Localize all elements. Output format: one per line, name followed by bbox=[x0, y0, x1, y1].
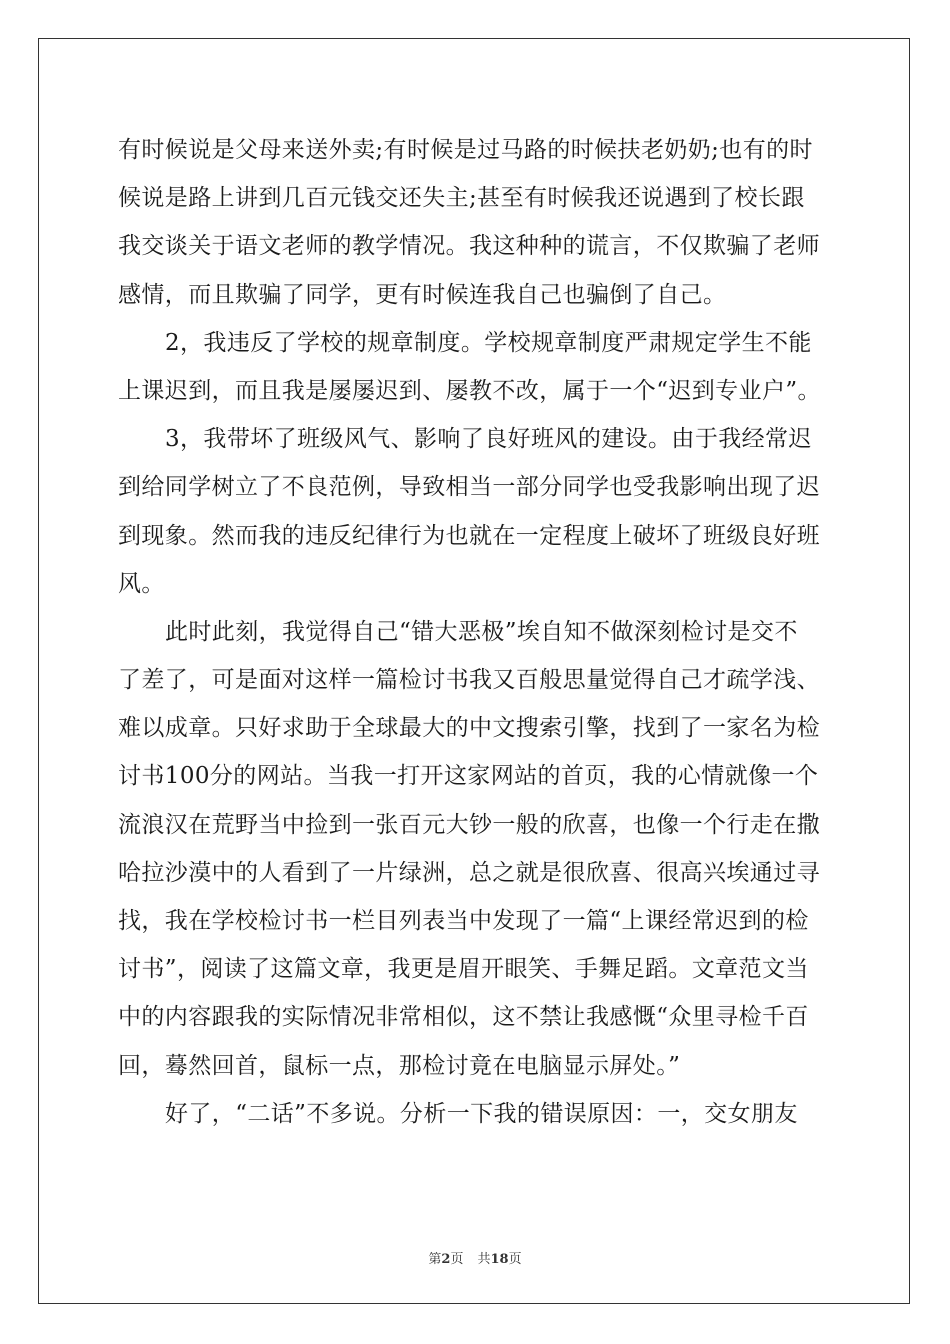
page-footer bbox=[0, 1248, 950, 1267]
text-line: 感情，而且欺骗了同学，更有时候连我自己也骗倒了自己。 bbox=[118, 281, 727, 308]
text-line: 2，我违反了学校的规章制度。学校规章制度严肃规定学生不能 bbox=[165, 329, 812, 356]
total-label-suffix: 页 bbox=[508, 1252, 522, 1267]
page-label-prefix: 第 bbox=[428, 1252, 442, 1267]
text-line: 此时此刻，我觉得自己“错大恶极”埃自知不做深刻检讨是交不 bbox=[165, 618, 798, 645]
text-line: 难以成章。只好求助于全球最大的中文搜索引擎，找到了一家名为检 bbox=[118, 715, 820, 742]
page-number: 2 bbox=[441, 1252, 451, 1267]
text-line: 找，我在学校检讨书一栏目列表当中发现了一篇“上课经常迟到的检 bbox=[118, 908, 809, 934]
text-line: 风。 bbox=[118, 570, 165, 597]
page-label-suffix: 页 bbox=[450, 1252, 464, 1267]
text-line: 哈拉沙漠中的人看到了一片绿洲，总之就是很欣喜、很高兴埃通过寻 bbox=[118, 859, 820, 886]
total-label-prefix: 共 bbox=[477, 1252, 491, 1267]
document-body bbox=[118, 126, 838, 1138]
text-line: 上课迟到，而且我是屡屡迟到、屡教不改，属于一个“迟到专业户”。 bbox=[118, 377, 821, 404]
text-line: 好了，“二话”不多说。分析一下我的错误原因：一，交女朋友 bbox=[165, 1100, 798, 1127]
text-line: 到给同学树立了不良范例，导致相当一部分同学也受我影响出现了迟 bbox=[118, 474, 820, 501]
text-line: 了差了，可是面对这样一篇检讨书我又百般思量觉得自己才疏学浅、 bbox=[118, 667, 820, 694]
text-line: 讨书100分的网站。当我一打开这家网站的首页，我的心情就像一个 bbox=[118, 763, 819, 790]
text-line: 到现象。然而我的违反纪律行为也就在一定程度上破坏了班级良好班 bbox=[118, 522, 820, 549]
text-line: 回，蓦然回首，鼠标一点，那检讨竟在电脑显示屏处。” bbox=[118, 1052, 681, 1079]
text-line: 中的内容跟我的实际情况非常相似，这不禁让我感慨“众里寻检千百 bbox=[118, 1004, 809, 1031]
text-line: 讨书”，阅读了这篇文章，我更是眉开眼笑、手舞足蹈。文章范文当 bbox=[118, 956, 809, 983]
text-line: 候说是路上讲到几百元钱交还失主;甚至有时候我还说遇到了校长跟 bbox=[118, 185, 805, 212]
text-line: 3，我带坏了班级风气、影响了良好班风的建设。由于我经常迟 bbox=[165, 426, 812, 453]
text-line: 有时候说是父母来送外卖;有时候是过马路的时候扶老奶奶;也有的时 bbox=[118, 137, 813, 163]
total-pages: 18 bbox=[490, 1252, 509, 1267]
text-line: 我交谈关于语文老师的教学情况。我这种种的谎言，不仅欺骗了老师 bbox=[118, 233, 820, 260]
text-line: 流浪汉在荒野当中捡到一张百元大钞一般的欣喜，也像一个行走在撒 bbox=[118, 811, 820, 838]
